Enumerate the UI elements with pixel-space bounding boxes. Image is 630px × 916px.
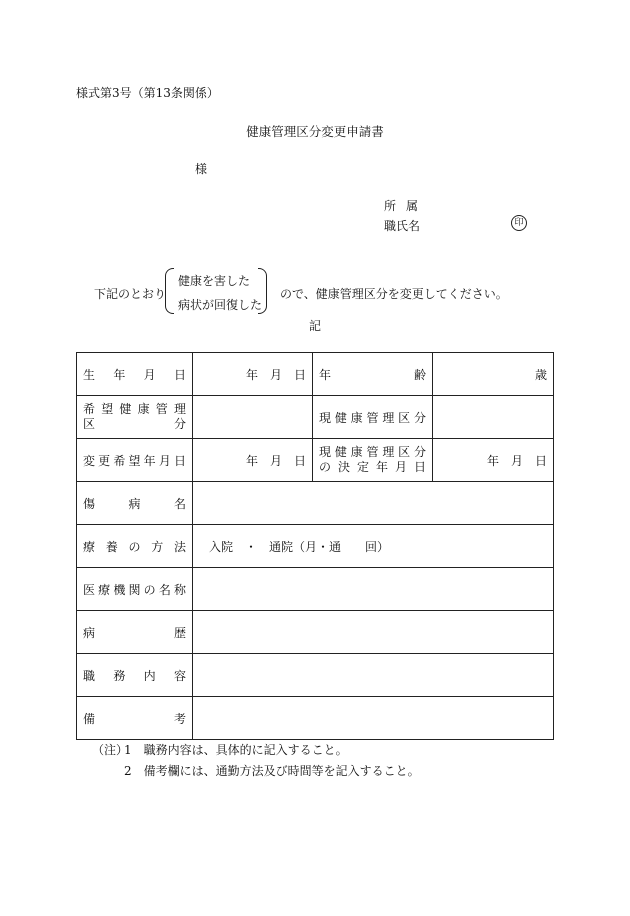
table-row (77, 353, 554, 396)
table-row (77, 439, 554, 482)
request-prefix: 下記のとおり (94, 287, 167, 301)
choice-option-recovered[interactable]: 病状が回復した (178, 298, 263, 312)
table-row (77, 396, 554, 439)
remarks-field[interactable] (193, 697, 554, 740)
note-item: 2 備考欄には、通勤方法及び時間等を記入すること。 (124, 764, 420, 778)
treatment-field[interactable]: 入院 ・ 通院（月・通 回） (193, 525, 554, 568)
age-label-left: 年 (319, 367, 332, 382)
form-title: 健康管理区分変更申請書 (246, 124, 384, 139)
desired-category-label (77, 396, 193, 439)
ki-heading: 記 (309, 319, 322, 333)
institution-label: 医療機関の名称 (77, 568, 193, 611)
remarks-label: 備考 (77, 697, 193, 740)
age-label (313, 353, 433, 396)
current-category-label: 現健康管理区分 (313, 396, 433, 439)
table-row (77, 611, 554, 654)
desired-category-field[interactable] (193, 396, 313, 439)
treatment-label: 療養の方法 (77, 525, 193, 568)
decision-date-field[interactable]: 年 月 日 (433, 439, 554, 482)
decision-date-label-line1: 現健康管理区分 (319, 445, 426, 459)
table-row (77, 654, 554, 697)
change-date-field[interactable]: 年 月 日 (193, 439, 313, 482)
application-table (76, 352, 554, 740)
history-field[interactable] (193, 611, 554, 654)
decision-date-label (313, 439, 433, 482)
current-category-field[interactable] (433, 396, 554, 439)
table-row (77, 568, 554, 611)
disease-field[interactable] (193, 482, 554, 525)
decision-date-label-line2: の決定年月日 (319, 460, 426, 474)
desired-category-label-line2: 区分 (83, 417, 186, 431)
addressee-suffix: 様 (195, 162, 208, 176)
choice-option-health-harmed[interactable]: 健康を害した (178, 274, 251, 288)
desired-category-label-line1: 希望健康管理 (83, 402, 186, 416)
duties-label: 職務内容 (77, 654, 193, 697)
seal-mark: 印 (511, 215, 527, 231)
age-field[interactable]: 歳 (433, 353, 554, 396)
birthdate-field[interactable]: 年 月 日 (193, 353, 313, 396)
request-suffix: ので、健康管理区分を変更してください。 (280, 287, 508, 301)
birthdate-label: 生年月日 (77, 353, 193, 396)
disease-label: 傷病名 (77, 482, 193, 525)
choice-bracket-left (165, 268, 174, 314)
note-item: 1 職務内容は、具体的に記入すること。 (124, 743, 348, 757)
table-row (77, 525, 554, 568)
institution-field[interactable] (193, 568, 554, 611)
change-date-label: 変更希望年月日 (77, 439, 193, 482)
form-number: 様式第3号（第13条関係） (76, 86, 219, 100)
age-label-right: 齢 (413, 367, 426, 382)
table-row (77, 482, 554, 525)
history-label: 病歴 (77, 611, 193, 654)
choice-bracket-right (258, 268, 267, 314)
duties-field[interactable] (193, 654, 554, 697)
affiliation-label: 所属 (384, 199, 429, 213)
table-row (77, 697, 554, 740)
notes-label: （注） (92, 743, 129, 757)
name-label: 職氏名 (384, 219, 421, 233)
